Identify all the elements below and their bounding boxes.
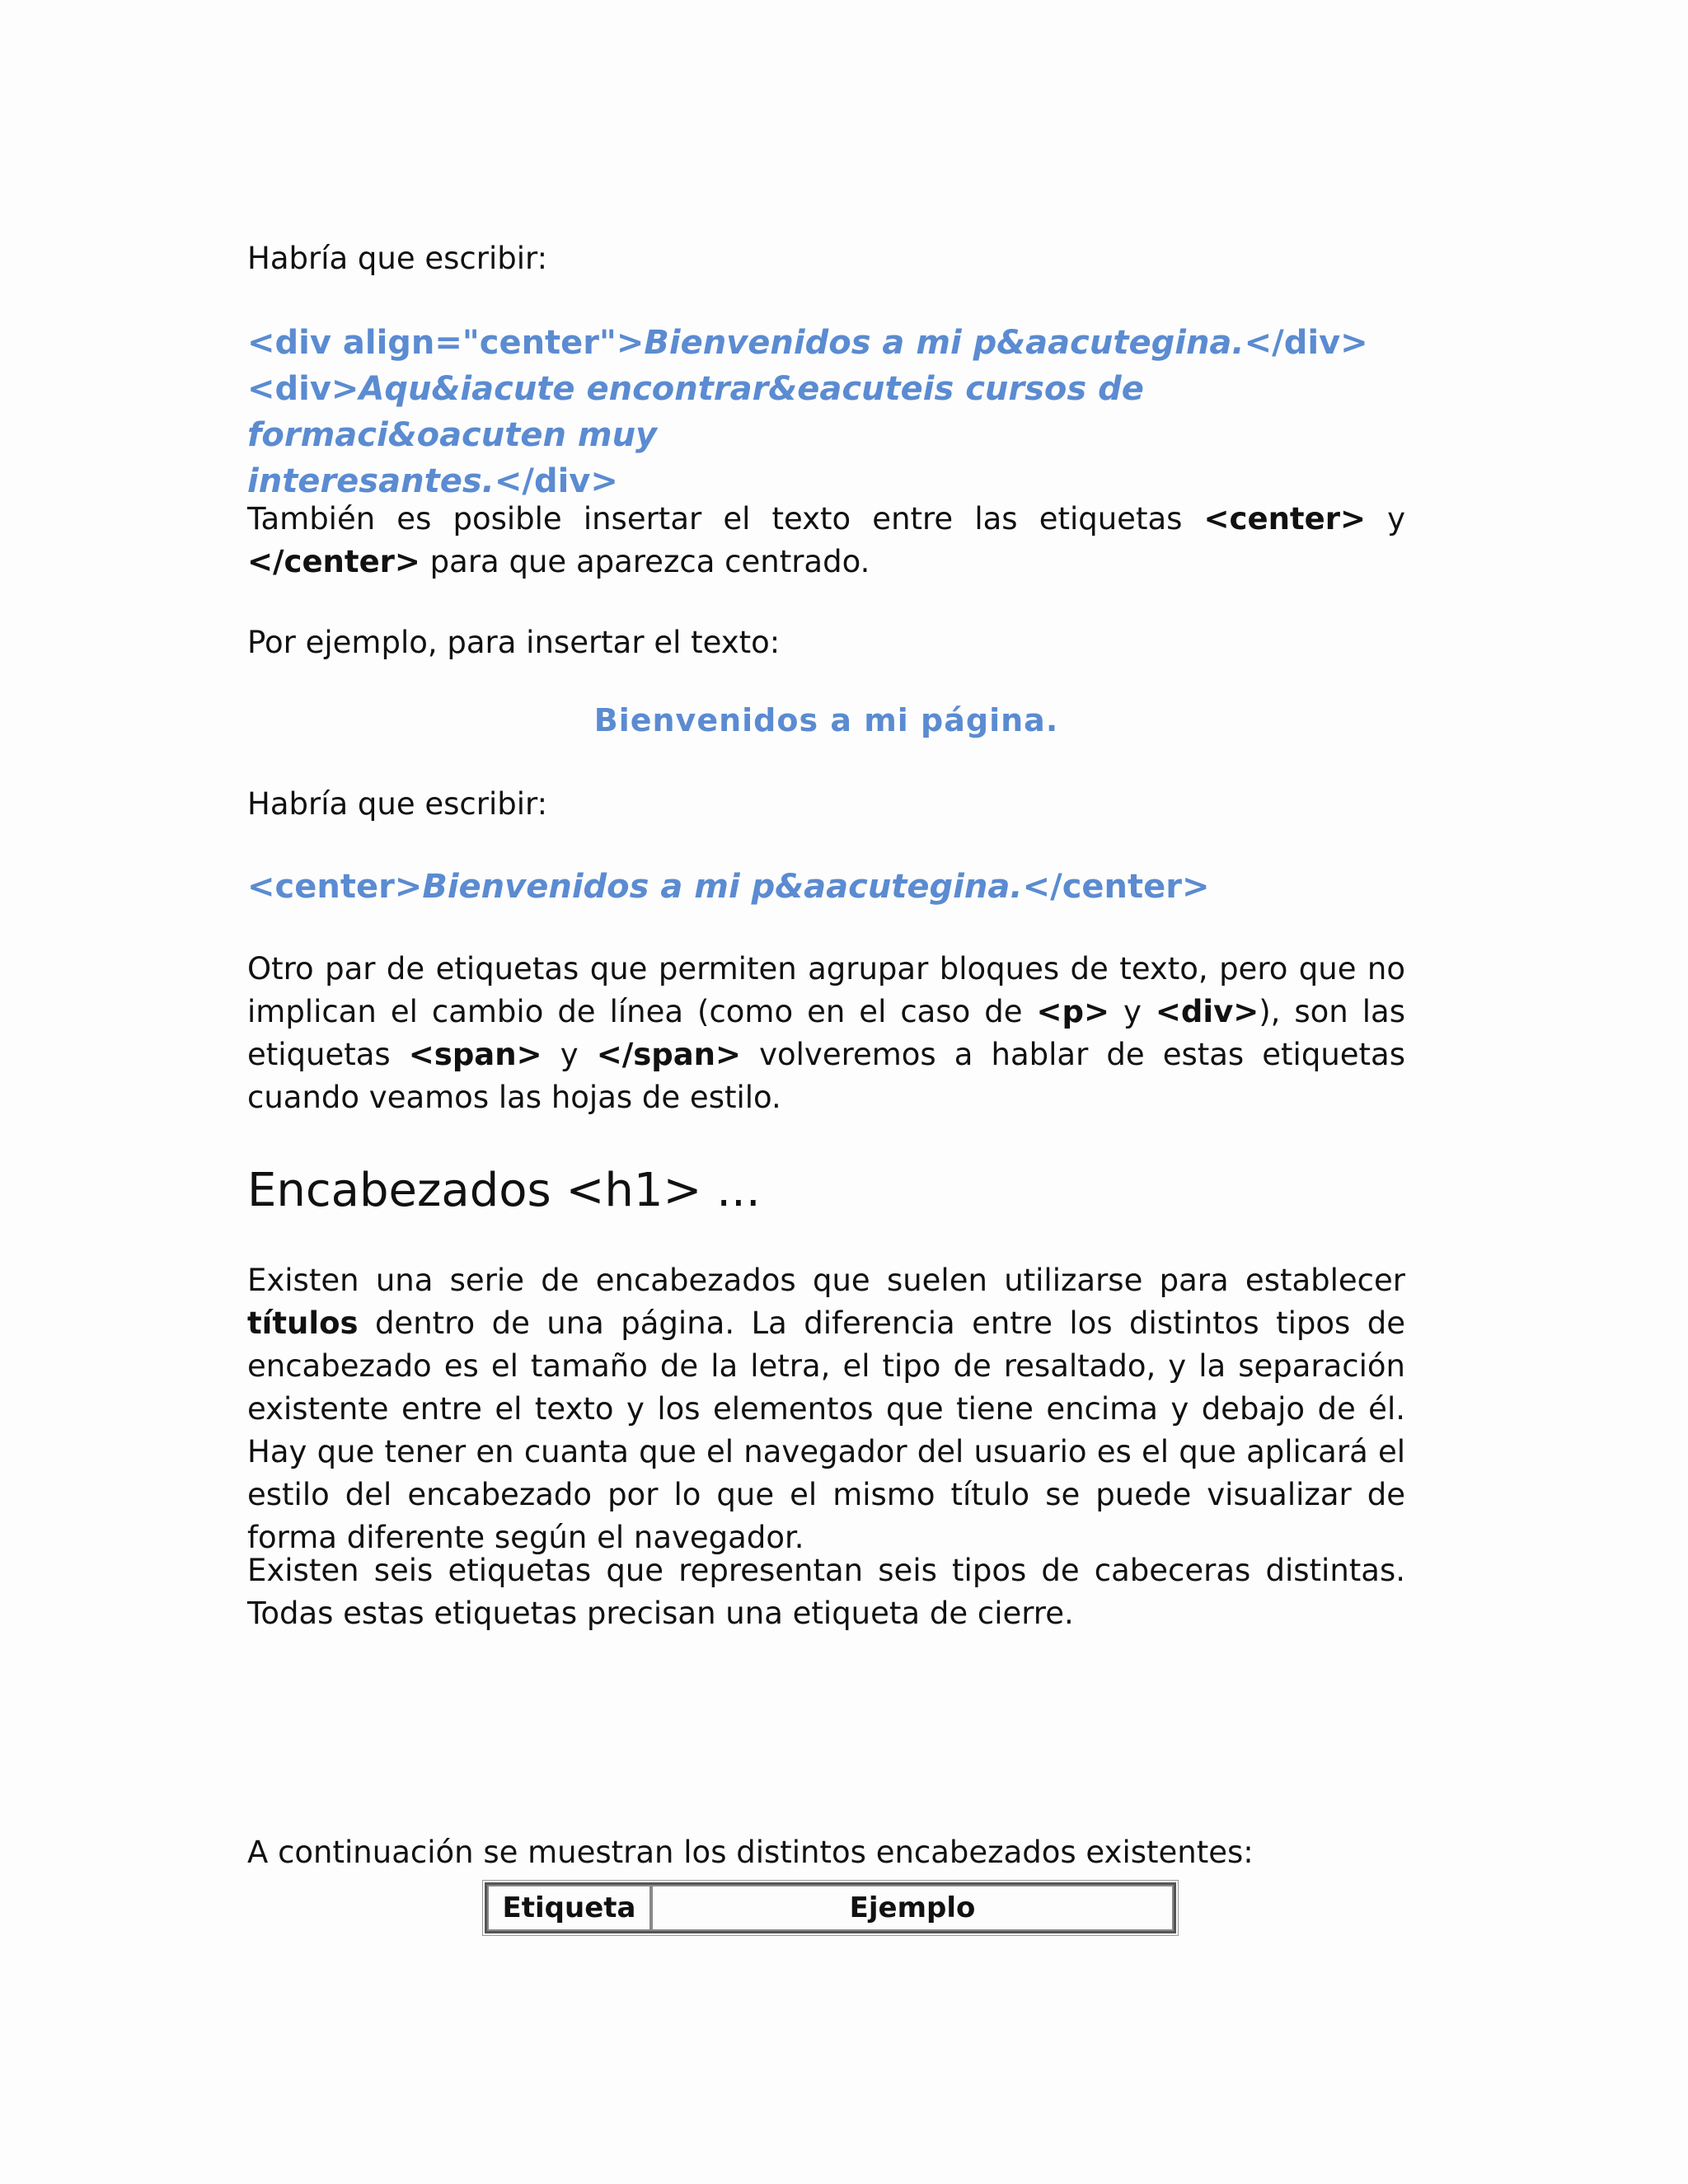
code-tag: <center> [247, 868, 423, 906]
code-text: Bienvenidos a mi p&aacutegina. [422, 868, 1023, 906]
paragraph-list-intro: A continuación se muestran los distintos encabezados existentes: [247, 1835, 1254, 1870]
paragraph-span [247, 948, 1405, 1119]
code-tag: </div> [494, 462, 618, 500]
table-header-row [487, 1885, 1174, 1931]
text-span: ), son las etiquetas [247, 994, 1405, 1072]
paragraph-write: Habría que escribir: [247, 786, 548, 822]
paragraph-center-tag [247, 498, 1405, 583]
text-span: y [542, 1037, 597, 1072]
text-span: Existen una serie de encabezados que suelen utilizarse para establecer [247, 1263, 1405, 1298]
code-tag: <div> [247, 370, 359, 408]
inline-code: </center> [247, 544, 420, 579]
code-example-div [247, 320, 1405, 504]
text-span: y [1109, 994, 1156, 1029]
inline-code: <center> [1203, 501, 1366, 537]
column-header-etiqueta: Etiqueta [487, 1885, 651, 1931]
section-heading: Encabezados <h1> ... [247, 1164, 761, 1217]
code-line-1 [247, 320, 1405, 366]
inline-code: <span> [408, 1037, 542, 1072]
text-span: y [1365, 501, 1405, 537]
paragraph-six-tags: Existen seis etiquetas que representan seis tipos de cabeceras distintas. Todas estas etiquetas precisan una etiqueta de cierre. [247, 1553, 1405, 1631]
code-line-2 [247, 366, 1405, 458]
code-tag: <div align="center"> [247, 324, 645, 362]
paragraph-example: Por ejemplo, para insertar el texto: [247, 625, 781, 660]
text-span: para que aparezca centrado. [420, 544, 870, 579]
paragraph-headings-desc [247, 1259, 1405, 1559]
paragraph-intro: Habría que escribir: [247, 241, 548, 276]
code-example-center [247, 864, 1405, 910]
text-span: volveremos a hablar de estas etiquetas cuando veamos las hojas de estilo. [247, 1037, 1405, 1115]
centered-sample-text: Bienvenidos a mi página. [593, 702, 1059, 738]
text-span: dentro de una página. La diferencia entre los distintos tipos de encabezado es el tamaño de la letra, el tipo de resaltado, y la separación existente entre el texto y los elementos que tiene encima y debajo de él. Hay que tener en cuanta que el navegador del usuario es el que aplicará el estilo del encabezado por lo que el mismo título se puede visualizar de forma diferente según el navegador. [247, 1305, 1405, 1555]
code-tag: </center> [1022, 868, 1210, 906]
headings-table [485, 1882, 1176, 1933]
bold-text: títulos [247, 1305, 359, 1341]
code-tag: </div> [1244, 324, 1368, 362]
column-header-ejemplo: Ejemplo [651, 1885, 1174, 1931]
text-span: Otro par de etiquetas que permiten agrupar bloques de texto, pero que no implican el cambio de línea (como en el caso de [247, 951, 1405, 1029]
inline-code: <p> [1036, 994, 1110, 1029]
inline-code: </span> [596, 1037, 742, 1072]
code-text: Bienvenidos a mi p&aacutegina. [644, 324, 1245, 362]
code-text: Aqu&iacute encontrar&eacuteis cursos de formaci&oacuten muy [247, 370, 1144, 454]
inline-code: <div> [1155, 994, 1259, 1029]
code-text: interesantes. [247, 462, 495, 500]
text-span: También es posible insertar el texto entre las etiquetas [247, 501, 1204, 537]
